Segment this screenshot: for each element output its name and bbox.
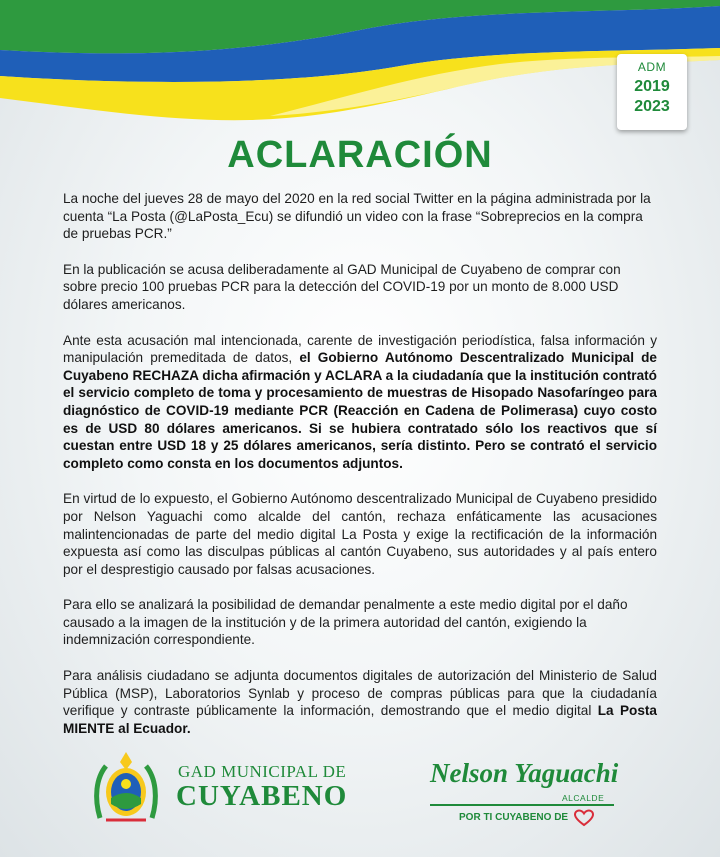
paragraph-3-bold: el Gobierno Autónomo Descentralizado Municipal de Cuyabeno RECHAZA dicha afirmación y ACLARA a la ciudadanía que la institución contrató el servicio completo de toma y procesamiento de muestras de Hisopado Nasofaríngeo para diagnóstico de COVID-19 mediante PCR (Reacción en Cadena de Polimerasa) cuyo costo es de USD 80 dólares americanos. Si se hubiera contratado sólo los reactivos que sí cuestan entre USD 18 y 25 dólares americanos, sería distinto. Pero se contrató el servicio completo como consta en los documentos adjuntos. [63,350,657,471]
municipal-coat-of-arms-icon [92,748,160,828]
paragraph-1: La noche del jueves 28 de mayo del 2020 en la red social Twitter en la página administrada por la cuenta “La Posta (@LaPosta_Ecu) se difundió un video con la frase “Sobreprecios en la compra de pruebas PCR.” [63,191,651,242]
flag-ribbon-graphic [0,0,720,150]
paragraph-6 [63,667,657,737]
gad-line-1: GAD MUNICIPAL DE [178,762,347,781]
heart-icon [573,809,595,827]
paragraph-3-intro: Ante esta acusación mal intencionada, carente de investigación periodística, falsa información y manipulación premeditada de datos, [63,332,657,366]
signature-underline [430,804,614,806]
adm-label: ADM [637,60,667,74]
paragraph-6-bold: La Posta MIENTE al Ecuador. [63,703,657,736]
gad-line-2: CUYABENO [176,780,348,812]
paragraph-2: En la publicación se acusa deliberadamente al GAD Municipal de Cuyabeno de comprar con sobre precio 100 pruebas PCR para la detección del COVID-19 por un monto de 8.000 USD dólares americanos. [63,261,621,312]
mayor-role: ALCALDE [562,793,605,803]
adm-year-start: 2019 [634,78,670,95]
adm-year-end: 2023 [634,98,670,115]
paragraph-3 [63,332,657,473]
paragraph-6-text: Para análisis ciudadano se adjunta documentos digitales de autorización del Ministerio de Salud Pública (MSP), Laboratorios Synlab y proceso de compras públicas para que la ciudadanía verifique y contraste públicamente la información, demostrando que el medio digital [63,668,657,719]
slogan-text: POR TI CUYABENO DE [459,812,569,823]
mayor-signature: Nelson Yaguachi [430,758,619,788]
administration-badge [617,54,687,130]
paragraph-4: En virtud de lo expuesto, el Gobierno Autónomo descentralizado Municipal de Cuyabeno presidido por Nelson Yaguachi como alcalde del cantón, rechaza enfáticamente las acusaciones malintencionadas de parte del medio digital La Posta y exige la rectificación de la información expuesta así como las disculpas públicas al cantón Cuyabeno, sus autoridades y al país entero por el desprestigio causado por falsas acusaciones. [63,491,657,577]
page-title: ACLARACIÓN [227,134,493,176]
statement-body [63,190,657,755]
paragraph-5: Para ello se analizará la posibilidad de demandar penalmente a este medio digital por el daño causado a la imagen de la institución y de la primera autoridad del cantón, exigiendo la indemnización correspondiente. [63,597,628,648]
